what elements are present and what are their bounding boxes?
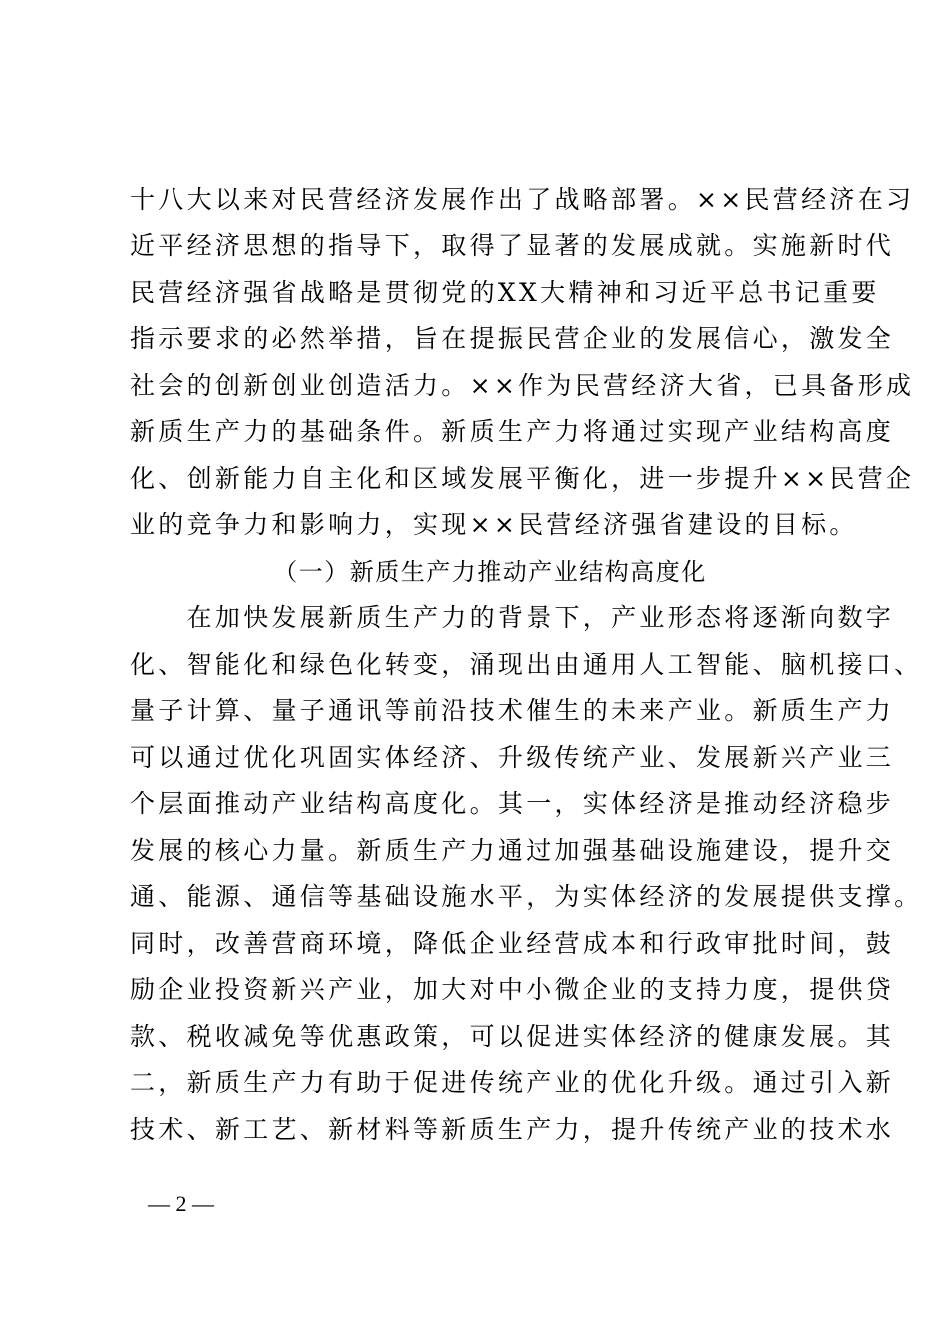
- paragraph-line: 民营经济强省战略是贯彻党的XX大精神和习近平总书记重要: [130, 278, 880, 307]
- paragraph-line: 化、智能化和绿色化转变，涌现出由通用人工智能、脑机接口、: [130, 650, 923, 679]
- paragraph-line: 二，新质生产力有助于促进传统产业的优化升级。通过引入新: [130, 1068, 895, 1097]
- paragraph-line: 社会的创新创业创造活力。××作为民营经济大省，已具备形成: [130, 371, 915, 400]
- paragraph-line: 量子计算、量子通讯等前沿技术催生的未来产业。新质生产力: [130, 696, 895, 725]
- paragraph-line: 发展的核心力量。新质生产力通过加强基础设施建设，提升交: [130, 836, 895, 865]
- paragraph-line: 同时，改善营商环境，降低企业经营成本和行政审批时间，鼓: [130, 929, 895, 958]
- section-heading: （一）新质生产力推动产业结构高度化: [273, 558, 707, 586]
- page-number: — 2 —: [148, 1191, 214, 1216]
- paragraph-line: 近平经济思想的指导下，取得了显著的发展成就。实施新时代: [130, 231, 895, 260]
- paragraph-line: 励企业投资新兴产业，加大对中小微企业的支持力度，提供贷: [130, 975, 895, 1004]
- paragraph-line: 在加快发展新质生产力的背景下，产业形态将逐渐向数字: [130, 603, 895, 632]
- paragraph-line: 技术、新工艺、新材料等新质生产力，提升传统产业的技术水: [130, 1115, 895, 1144]
- paragraph-line: 化、创新能力自主化和区域发展平衡化，进一步提升××民营企: [130, 464, 915, 493]
- paragraph-line: 可以通过优化巩固实体经济、升级传统产业、发展新兴产业三: [130, 743, 895, 772]
- paragraph-line: 款、税收减免等优惠政策，可以促进实体经济的健康发展。其: [130, 1022, 895, 1051]
- paragraph-line: 通、能源、通信等基础设施水平，为实体经济的发展提供支撑。: [130, 882, 923, 911]
- paragraph-line: 业的竞争力和影响力，实现××民营经济强省建设的目标。: [130, 510, 858, 539]
- paragraph-line: 指示要求的必然举措，旨在提振民营企业的发展信心，激发全: [130, 324, 895, 353]
- paragraph-line: 新质生产力的基础条件。新质生产力将通过实现产业结构高度: [130, 417, 895, 446]
- paragraph-line: 个层面推动产业结构高度化。其一，实体经济是推动经济稳步: [130, 789, 895, 818]
- paragraph-line: 十八大以来对民营经济发展作出了战略部署。××民营经济在习: [130, 185, 915, 214]
